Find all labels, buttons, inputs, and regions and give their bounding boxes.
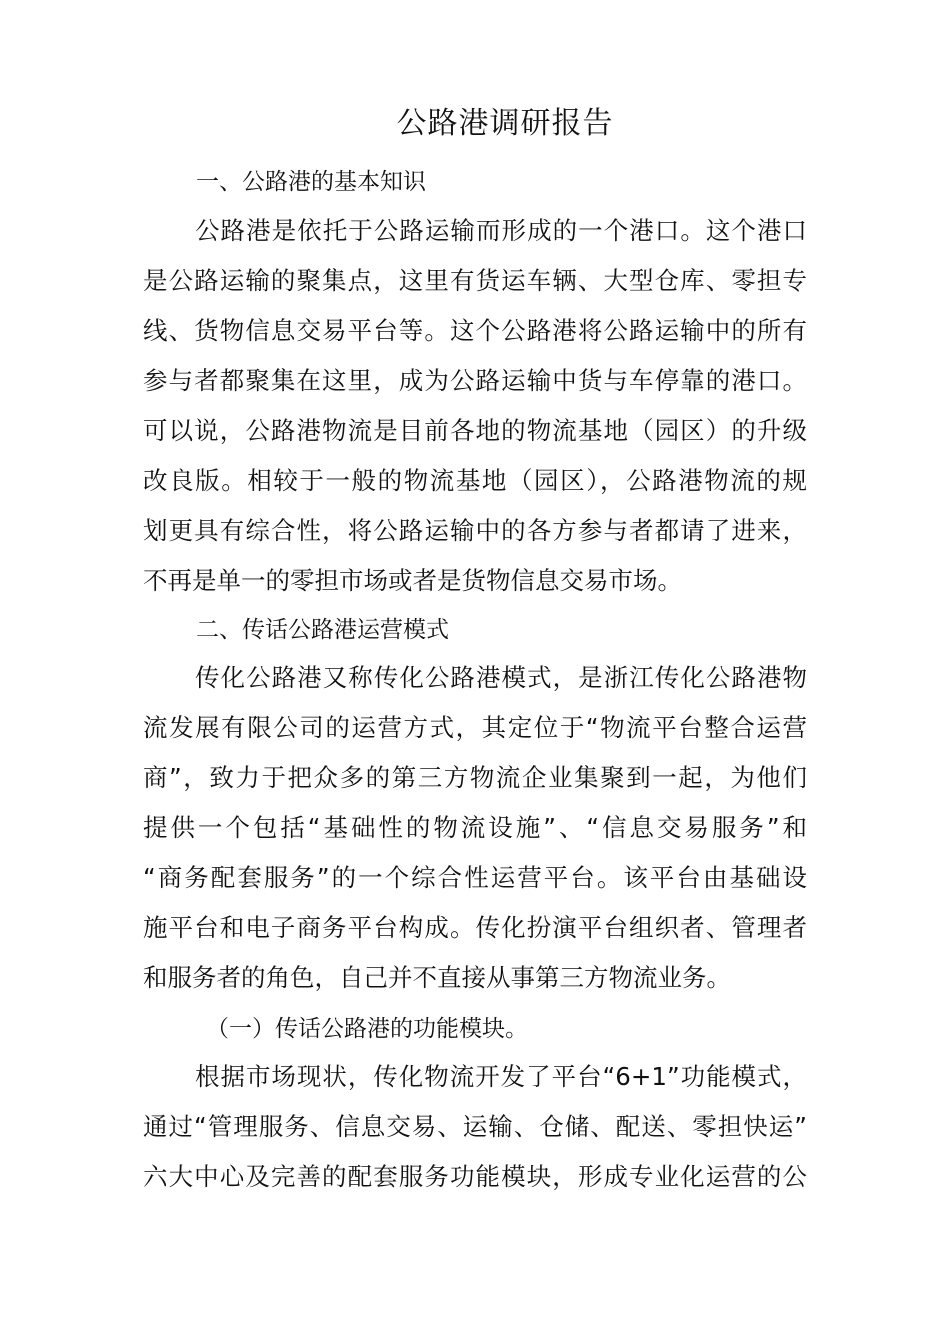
paragraph-line: 根据市场现状，传化物流开发了平台“6+1”功能模式， xyxy=(195,1062,807,1091)
paragraph-line: 施平台和电子商务平台构成。传化扮演平台组织者、管理者 xyxy=(143,913,807,942)
paragraph-line: 流发展有限公司的运营方式，其定位于“物流平台整合运营 xyxy=(143,713,807,742)
document-title: 公路港调研报告 xyxy=(396,106,614,141)
paragraph-line: 不再是单一的零担市场或者是货物信息交易市场。 xyxy=(143,566,682,595)
section-heading-operation-model: 二、传话公路港运营模式 xyxy=(196,617,449,643)
paragraph-line: 公路港是依托于公路运输而形成的一个港口。这个港口 xyxy=(195,216,807,245)
paragraph-line: 参与者都聚集在这里，成为公路运输中货与车停靠的港口。 xyxy=(143,366,807,395)
paragraph-line: 传化公路港又称传化公路港模式，是浙江传化公路港物 xyxy=(195,663,807,692)
section-heading-basic-knowledge: 一、公路港的基本知识 xyxy=(196,169,426,195)
paragraph-operation-model xyxy=(143,653,807,1003)
paragraph-line: 是公路运输的聚集点，这里有货运车辆、大型仓库、零担专 xyxy=(143,266,807,295)
paragraph-line: “商务配套服务”的一个综合性运营平台。该平台由基础设 xyxy=(143,863,807,892)
paragraph-line: 线、货物信息交易平台等。这个公路港将公路运输中的所有 xyxy=(143,316,807,345)
paragraph-line: 和服务者的角色，自己并不直接从事第三方物流业务。 xyxy=(143,963,731,992)
paragraph-basic-knowledge xyxy=(143,206,807,606)
paragraph-line: 可以说，公路港物流是目前各地的物流基地（园区）的升级 xyxy=(143,416,807,445)
paragraph-line: 改良版。相较于一般的物流基地（园区），公路港物流的规 xyxy=(143,466,807,495)
paragraph-line: 通过“管理服务、信息交易、运输、仓储、配送、零担快运” xyxy=(143,1112,807,1141)
paragraph-line: 六大中心及完善的配套服务功能模块，形成专业化运营的公 xyxy=(143,1162,807,1191)
paragraph-line: 商”，致力于把众多的第三方物流企业集聚到一起，为他们 xyxy=(143,763,807,792)
paragraph-line: 提供一个包括“基础性的物流设施”、“信息交易服务”和 xyxy=(143,813,807,842)
paragraph-function-modules xyxy=(143,1052,807,1202)
subsection-heading-function-modules: （一）传话公路港的功能模块。 xyxy=(206,1016,528,1042)
paragraph-line: 划更具有综合性，将公路运输中的各方参与者都请了进来， xyxy=(143,516,807,545)
